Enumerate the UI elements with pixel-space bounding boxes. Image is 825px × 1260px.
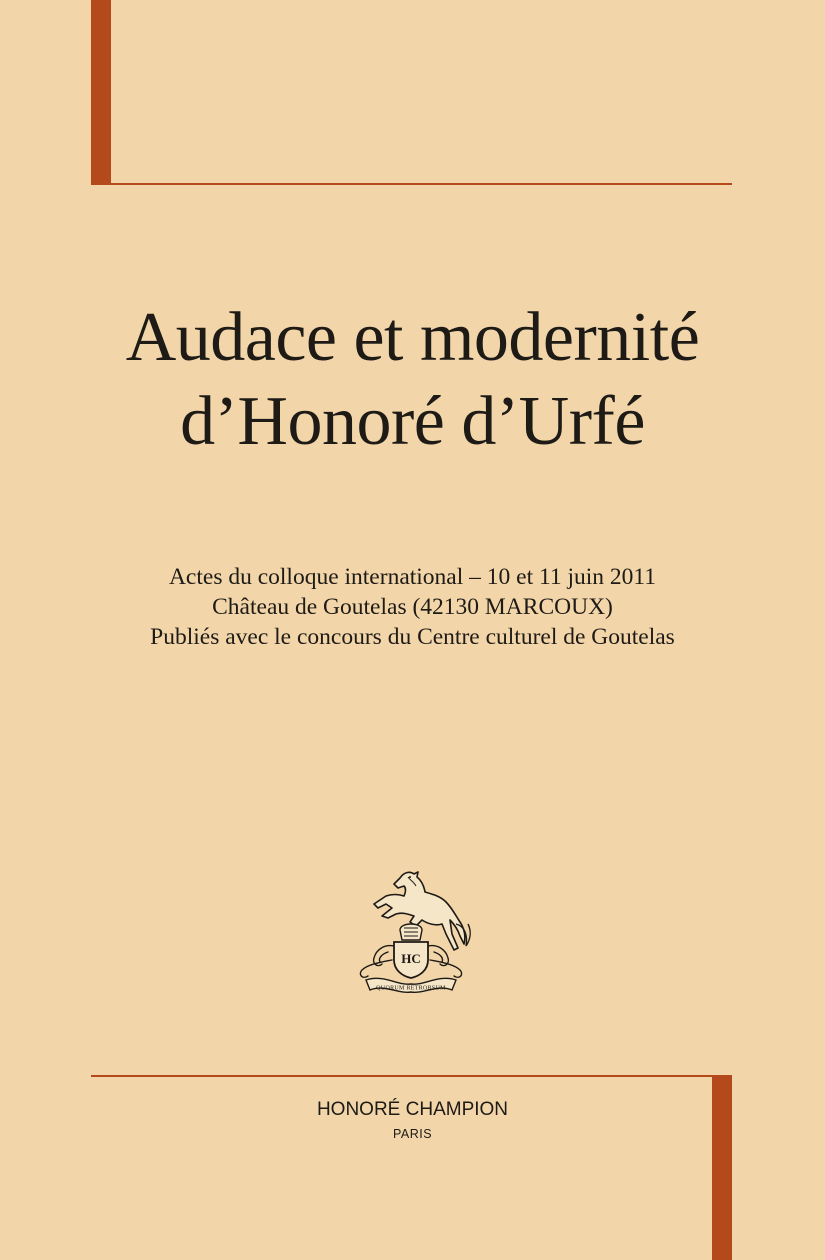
top-divider: [91, 183, 732, 185]
title-line-2: d’Honoré d’Urfé: [180, 383, 645, 460]
subtitle-line-1: Actes du colloque international – 10 et 11 juin 2011: [168, 564, 657, 590]
publisher-city: PARIS: [392, 1127, 433, 1141]
subtitle-line-2: Château de Goutelas (42130 MARCOUX): [212, 594, 613, 620]
bottom-divider: [91, 1075, 732, 1077]
emblem-monogram: HC: [401, 951, 421, 966]
book-subtitle: [0, 562, 825, 652]
title-line-1: Audace et modernité: [125, 299, 700, 376]
book-title: [0, 296, 825, 464]
top-accent-bar: [91, 0, 111, 185]
horse-crest-icon: [348, 864, 474, 1004]
subtitle-line-3: Publiés avec le concours du Centre culturel de Goutelas: [150, 624, 675, 650]
emblem-motto: QUORUM RETRORSUM: [376, 985, 446, 992]
publisher-name: HONORÉ CHAMPION: [316, 1099, 509, 1120]
